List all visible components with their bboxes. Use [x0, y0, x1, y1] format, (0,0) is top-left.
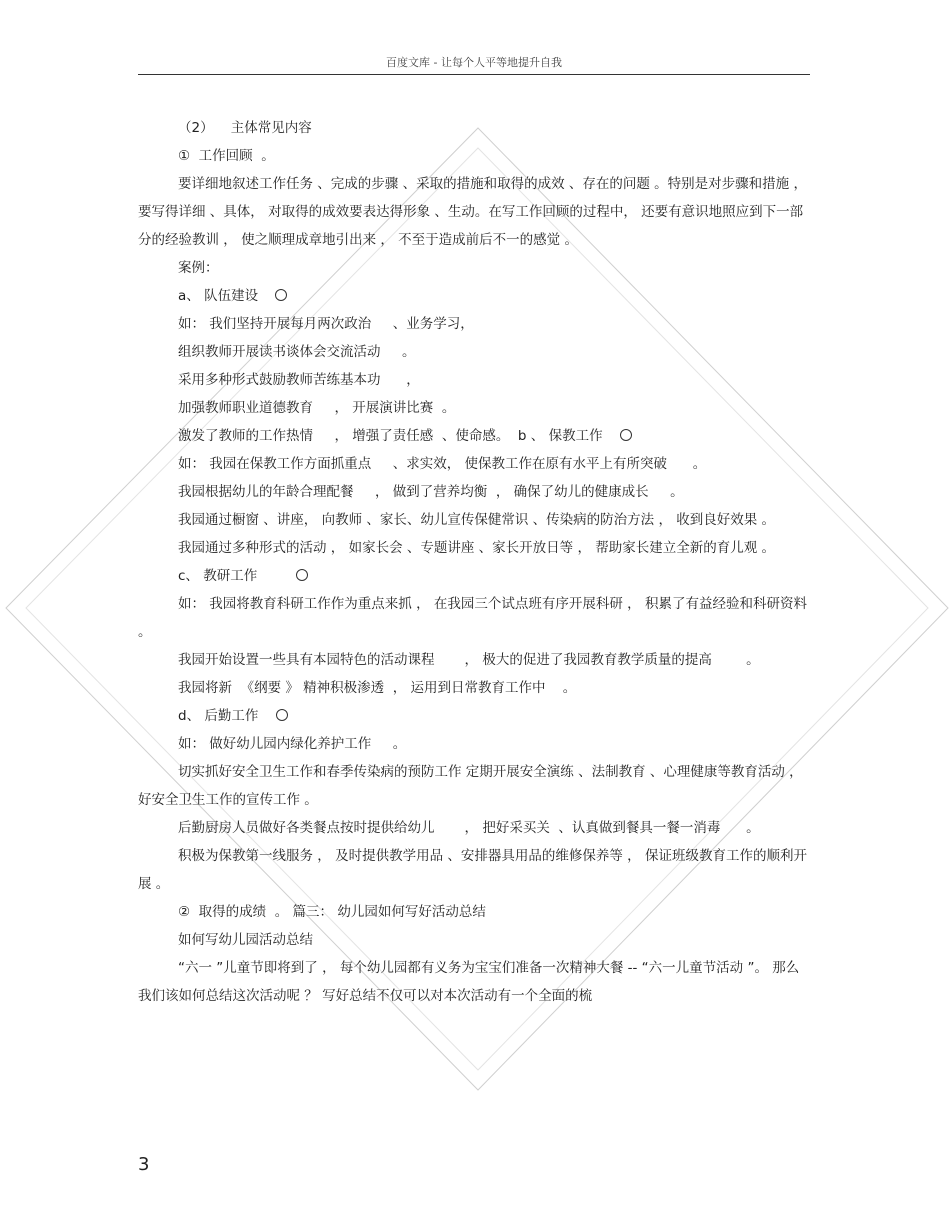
subheading-achievements: ② 取得的成绩 。 篇三： 幼儿园如何写好活动总结	[178, 904, 486, 920]
case-d-heading	[138, 702, 810, 730]
case-a-line-2: 组织教师开展读书谈体会交流活动 。	[178, 344, 416, 360]
case-c-line-2: 我园开始设置一些具有本园特色的活动课程 ， 极大的促进了我园教育教学质量的提高 。	[178, 652, 760, 668]
circle-icon	[620, 429, 632, 441]
case-a-heading	[138, 282, 810, 310]
case-b-line-4: 我园通过多种形式的活动 ， 如家长会 、专题讲座 、家长开放日等 ， 帮助家长建立全新的育儿观 。	[178, 540, 776, 556]
paragraph-children-day: “六一 ”儿童节即将到了 ， 每个幼儿园都有义务为宝宝们准备一次精神大餐 -- “六一儿童节活动 ”。 那么我们该如何总结这次活动呢 ？ 写好总结不仅可以对本次活动有一个全面的梳	[138, 960, 800, 1004]
case-a-line-5-text: 激发了教师的工作热情 ， 增强了责任感 、使命感。 b 、 保教工作	[178, 428, 603, 444]
section-heading-main-content: （2） 主体常见内容	[178, 120, 312, 136]
page-number: 3	[138, 1154, 150, 1175]
case-d-label: d、 后勤工作	[178, 708, 259, 724]
case-c-heading	[138, 562, 810, 590]
header-rule	[138, 74, 810, 75]
case-d-line-3: 后勤厨房人员做好各类餐点按时提供给幼儿 ， 把好采买关 、认真做到餐具一餐一消毒 。	[178, 820, 760, 836]
circle-icon	[276, 709, 288, 721]
case-d-line-4: 积极为保教第一线服务 ， 及时提供教学用品 、安排器具用品的维修保养等 ， 保证班级教育工作的顺利开展 。	[138, 848, 807, 892]
case-b-line-1: 如： 我园在保教工作方面抓重点 、求实效， 使保教工作在原有水平上有所突破 。	[178, 456, 707, 472]
circle-icon	[296, 569, 308, 581]
case-a-line-3: 采用多种形式鼓励教师苦练基本功 ，	[178, 372, 420, 388]
case-label: 案例：	[178, 260, 219, 276]
case-b-line-3: 我园通过橱窗 、讲座， 向教师 、家长、幼儿宣传保健常识 、传染病的防治方法 ， 收到良好效果 。	[178, 512, 776, 528]
page-header: 百度文库 - 让每个人平等地提升自我	[386, 56, 562, 69]
case-c-line-1: 如： 我园将教育科研工作作为重点来抓 ， 在我园三个试点班有序开展科研 ， 积累了有益经验和科研资料 。	[138, 596, 807, 640]
case-a-label: a、 队伍建设	[178, 288, 259, 304]
case-a-line-4: 加强教师职业道德教育 ， 开展演讲比赛 。	[178, 400, 456, 416]
paragraph-work-review: 要详细地叙述工作任务 、完成的步骤 、采取的措施和取得的成效 、存在的问题 。特别是对步骤和措施 ， 要写得详细 、具体， 对取得的成效要表达得形象 、生动。在写工作回顾的过程中， 还要有意识地照应到下一部分的经验教训 ， 使之顺理成章地引出来 ， 不至于造成前后不一的感觉 。	[138, 176, 807, 248]
subheading-work-review: ① 工作回顾 。	[178, 148, 275, 164]
case-a-line-1: 如： 我们坚持开展每月两次政治 、业务学习，	[178, 316, 474, 332]
article-title: 如何写幼儿园活动总结	[178, 932, 313, 948]
circle-icon	[275, 289, 287, 301]
case-c-label: c、 教研工作	[178, 568, 258, 584]
document-body	[138, 114, 810, 1010]
case-d-line-2: 切实抓好安全卫生工作和春季传染病的预防工作 定期开展安全演练 、法制教育 、心理健康等教育活动 ， 好安全卫生工作的宣传工作 。	[138, 764, 803, 808]
case-b-line-2: 我园根据幼儿的年龄合理配餐 ， 做到了营养均衡 ， 确保了幼儿的健康成长 。	[178, 484, 684, 500]
case-d-line-1: 如： 做好幼儿园内绿化养护工作 。	[178, 736, 407, 752]
case-a-line-5	[138, 422, 810, 450]
case-c-line-3: 我园将新 《纲要 》 精神积极渗透 ， 运用到日常教育工作中 。	[178, 680, 577, 696]
